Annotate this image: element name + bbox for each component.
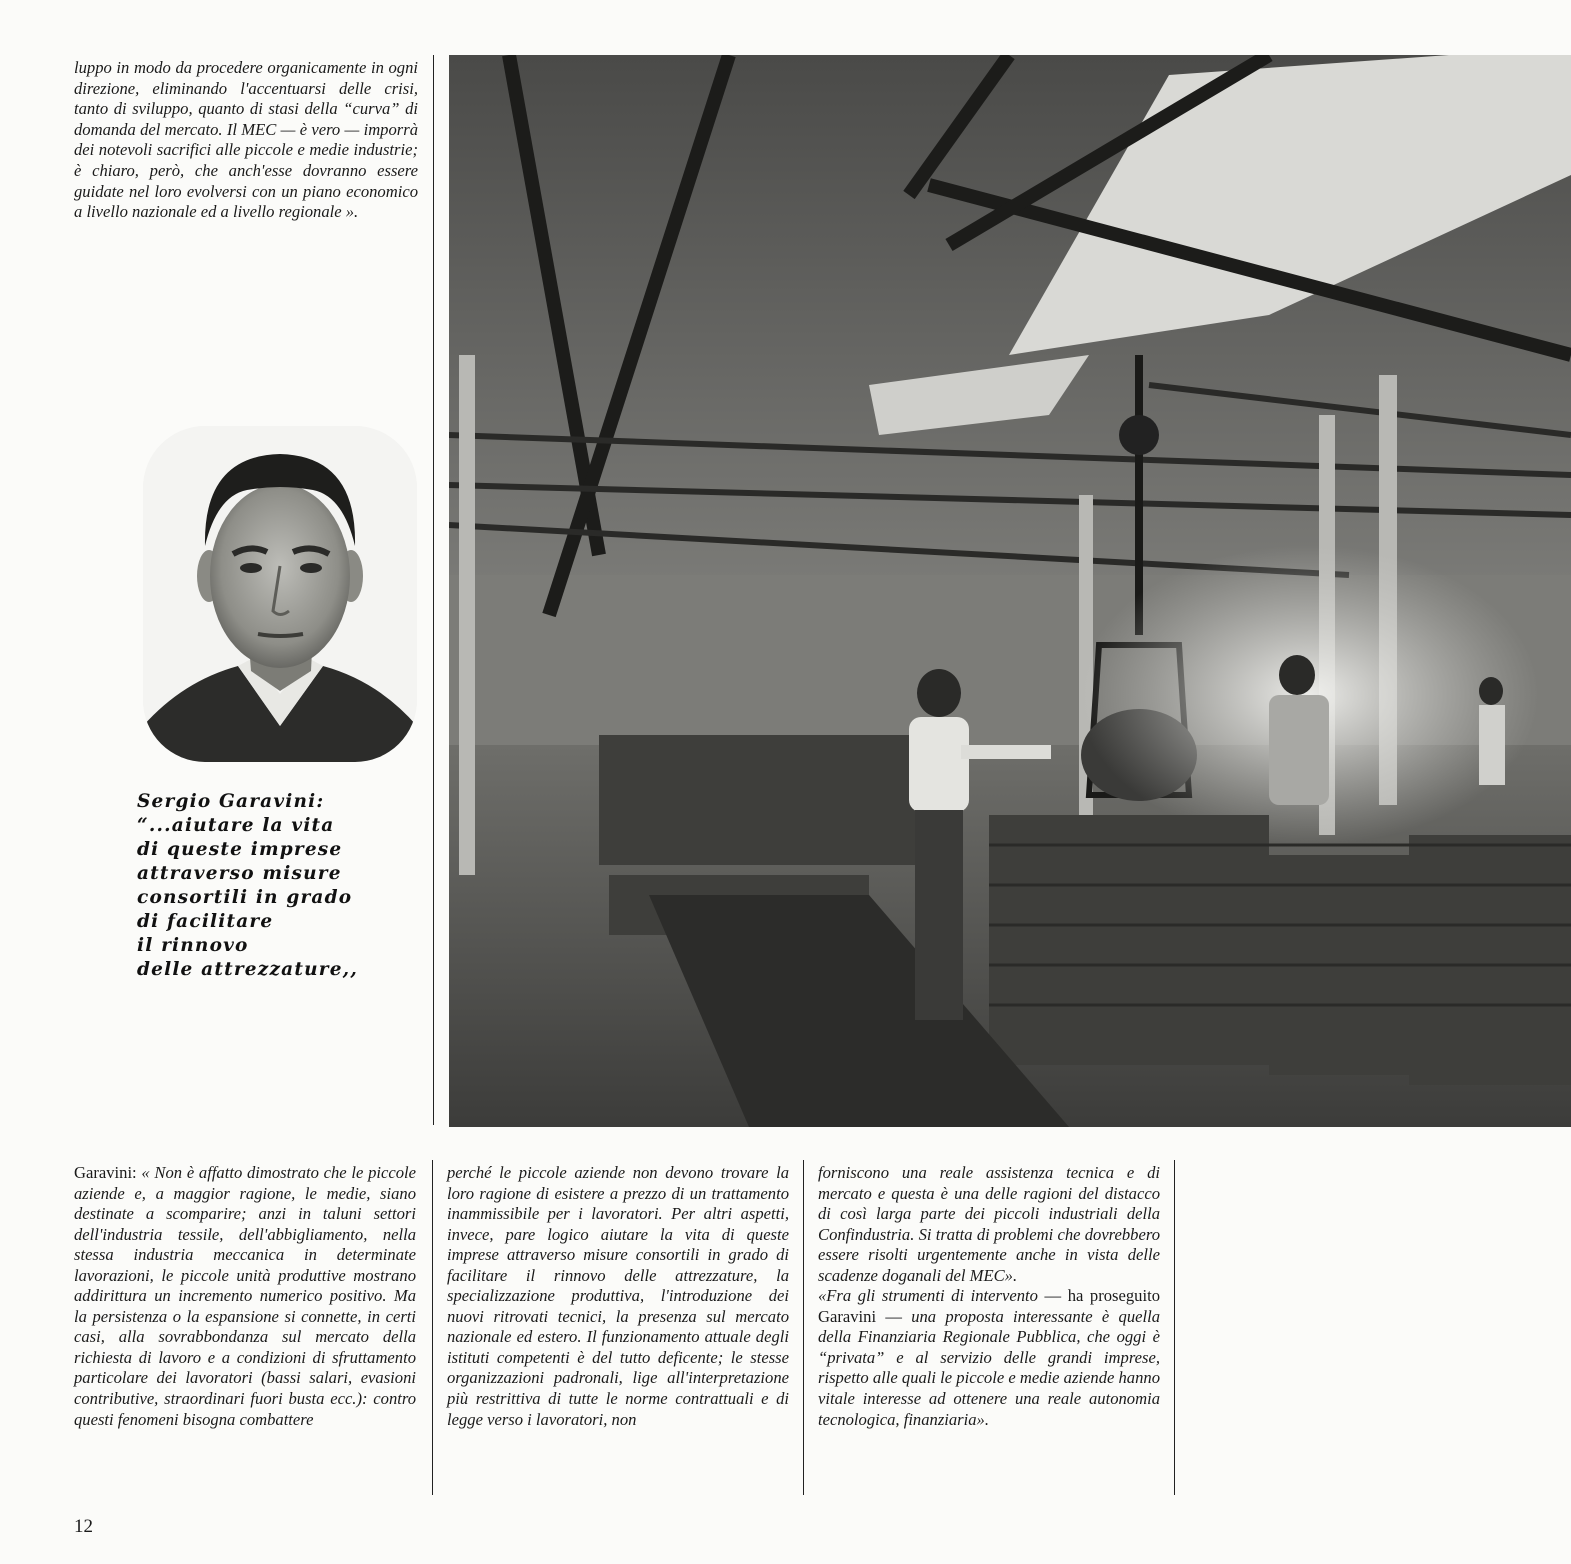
quote-text: forniscono una reale assistenza tecnica e di mercato e questa è una delle ragioni del distacco di così larga parte dei piccoli industriali della Confindustria. Si tratta di problemi che dovrebbero essere risolti urgentemente anche in vista delle scadenze doganali del MEC». xyxy=(818,1163,1160,1285)
article-column-2 xyxy=(447,1163,789,1430)
caption-line: di facilitare xyxy=(137,911,274,932)
factory-photo xyxy=(449,55,1571,1127)
quote-text: perché le piccole aziende non devono trovare la loro ragione di esistere a prezzo di un trattamento inammissibile per i lavoratori. Per altri aspetti, invece, pare logico aiutare la vita di queste imprese attraverso misure consortili in grado di facilitare il rinnovo delle attrezzature, la specializzazione produttiva, l'introduzione dei nuovi ritrovati tecnici, la presenza sul mercato nazionale ed estero. Il funzionamento attuale degli istituti competenti è del tutto deficente; le stesse organizzazioni padronali, lige all'interpretazione più restrittiva di tutte le norme contrattuali e di legge verso i lavoratori, non xyxy=(447,1163,789,1429)
page-number: 12 xyxy=(74,1516,93,1537)
column-rule-3 xyxy=(1174,1160,1175,1495)
quote-text: una proposta interessante è quella della Finanziaria Regionale Pubblica, che oggi è “privata” e al servizio delle grandi imprese, rispetto alle quali le piccole e medie aziende hanno vitale interesse ad ottenere una reale autonomia tecnologica, finanziaria». xyxy=(818,1306,1160,1429)
caption-line: consortili in grado xyxy=(137,887,353,908)
pull-quote-caption xyxy=(137,790,427,982)
caption-line: “...aiutare la vita xyxy=(137,815,335,836)
article-column-3 xyxy=(818,1163,1160,1430)
portrait-photo xyxy=(143,426,417,762)
column-rule-left xyxy=(433,55,434,1125)
attribution-text: — ha proseguito Garavini — xyxy=(818,1286,1160,1326)
quote-text: « Non è affatto dimostrato che le piccole aziende e, a maggior ragione, le medie, siano destinate a scomparire; anzi in taluni settori dell'industria tessile, dell'abbigliamento, nella stessa industria meccanica in determinate lavorazioni, le piccole unità produttive mostrano addirittura un incremento numerico positivo. Ma la persistenza o la espansione si connette, in certi casi, alla sovrabbondanza sul mercato della richiesta di lavoro e a condizioni di sfruttamento particolare dei lavoratori (bassi salari, evasioni contributive, straordinari fuori busta ecc.): contro questi fenomeni bisogna combattere xyxy=(74,1163,416,1429)
quote-text: «Fra gli strumenti di intervento xyxy=(818,1286,1038,1306)
caption-line: attraverso misure xyxy=(137,863,342,884)
caption-line: delle attrezzature,, xyxy=(137,959,358,980)
speaker-label: Garavini: xyxy=(74,1163,142,1182)
article-column-1 xyxy=(74,1163,416,1430)
column-rule-1 xyxy=(432,1160,433,1495)
caption-line: Sergio Garavini: xyxy=(137,791,325,812)
caption-line: di queste imprese xyxy=(137,839,343,860)
top-paragraph: luppo in modo da procedere organicamente in ogni direzione, eliminando l'accentuarsi delle crisi, tanto di sviluppo, quanto di stasi della “curva” di domanda del mercato. Il MEC — è vero — imporrà dei notevoli sacrifici alle piccole e medie industrie; è chiaro, però, che anch'esse dovranno essere guidate nel loro evolversi con un piano economico a livello nazionale ed a livello regionale ». xyxy=(74,58,418,222)
caption-line: il rinnovo xyxy=(137,935,249,956)
column-rule-2 xyxy=(803,1160,804,1495)
